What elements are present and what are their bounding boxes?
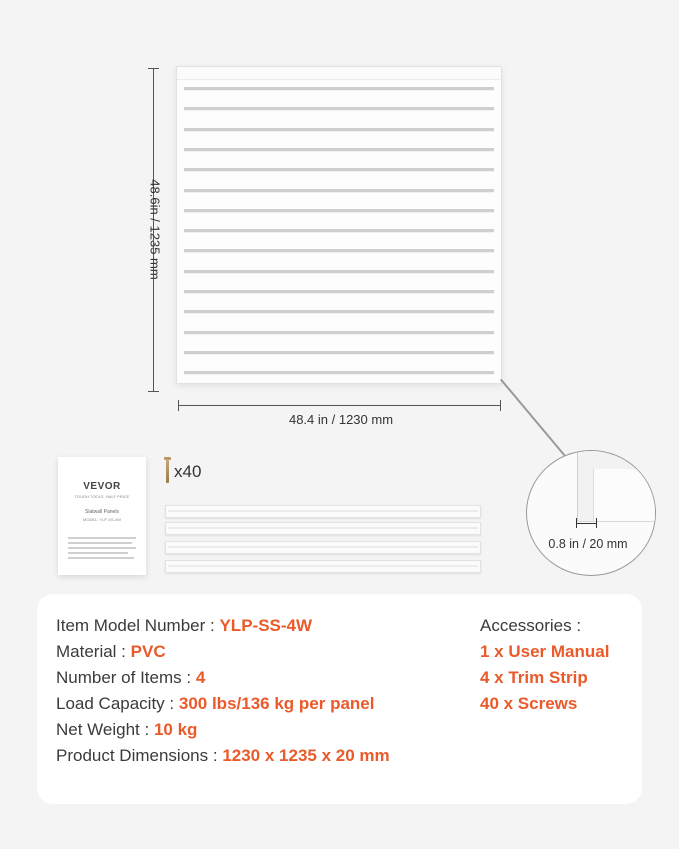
manual-brand-logo: VEVOR	[83, 481, 121, 492]
panel-slot-groove	[184, 107, 494, 111]
accessory-item: 1 x User Manual	[480, 642, 610, 661]
spec-value: 1230 x 1235 x 20 mm	[222, 746, 390, 765]
panel-slot-groove	[184, 310, 494, 314]
spec-label: Product Dimensions :	[56, 746, 218, 765]
panel-slot-groove	[184, 371, 494, 375]
height-dimension-cap-top	[148, 68, 159, 69]
width-dimension-line	[178, 405, 500, 406]
spec-value: PVC	[130, 642, 166, 661]
spec-label: Number of Items :	[56, 668, 192, 687]
trim-strip	[165, 505, 481, 518]
panel-slot-groove	[184, 128, 494, 132]
slatwall-panel-image	[176, 66, 502, 384]
spec-row-dimensions	[56, 746, 390, 766]
height-dimension-label: 48.6in / 1235 mm	[147, 179, 163, 280]
accessory-item: 40 x Screws	[480, 694, 578, 713]
panel-slot-groove	[184, 351, 494, 355]
panel-slot-groove	[184, 87, 494, 91]
spec-value: 4	[195, 668, 206, 687]
screw-quantity: x40	[174, 462, 202, 481]
accessories-title: Accessories :	[480, 616, 582, 635]
spec-value: 10 kg	[153, 720, 198, 739]
spec-label: Material :	[56, 642, 126, 661]
trim-strip	[165, 522, 481, 535]
thickness-detail-zoom	[526, 450, 656, 576]
thickness-label: 0.8 in / 20 mm	[548, 537, 628, 551]
panel-slot-groove	[184, 209, 494, 213]
panel-top-rail	[177, 67, 501, 80]
panel-slot-groove	[184, 168, 494, 172]
thickness-cap-right	[596, 518, 597, 528]
manual-text-line	[68, 557, 134, 559]
panel-edge-face	[593, 469, 656, 521]
panel-slot-groove	[184, 148, 494, 152]
width-dimension-label: 48.4 in / 1230 mm	[288, 412, 394, 427]
spec-label: Net Weight :	[56, 720, 150, 739]
manual-text-line	[68, 542, 132, 544]
spec-row-weight	[56, 720, 197, 740]
spec-label: Item Model Number :	[56, 616, 215, 635]
spec-value: YLP-SS-4W	[219, 616, 313, 635]
spec-row-model	[56, 616, 312, 636]
spec-row-items	[56, 668, 205, 688]
trim-strip	[165, 560, 481, 573]
thickness-cap-left	[576, 518, 577, 528]
zoom-leader-line	[500, 379, 565, 457]
panel-slot-groove	[184, 189, 494, 193]
manual-text-line	[68, 552, 128, 554]
accessory-item: 4 x Trim Strip	[480, 668, 588, 687]
panel-slot-groove	[184, 249, 494, 253]
width-dimension-cap-right	[500, 400, 501, 411]
manual-text-line	[68, 547, 136, 549]
trim-strip	[165, 541, 481, 554]
panel-slot-groove	[184, 270, 494, 274]
height-dimension-cap-bottom	[148, 391, 159, 392]
width-dimension-cap-left	[178, 400, 179, 411]
manual-text-line	[68, 537, 136, 539]
spec-card	[37, 594, 642, 804]
panel-slot-groove	[184, 331, 494, 335]
manual-title: Slatwall Panels	[85, 509, 119, 515]
spec-label: Load Capacity :	[56, 694, 175, 713]
manual-tagline: TOUGH TOOLS, HALF PRICE	[74, 494, 130, 499]
user-manual-image	[58, 457, 146, 575]
spec-value: 300 lbs/136 kg per panel	[178, 694, 375, 713]
panel-slot-groove	[184, 229, 494, 233]
spec-row-material	[56, 642, 166, 662]
spec-row-load	[56, 694, 374, 714]
thickness-dimension-line	[576, 523, 596, 524]
screw-icon	[166, 459, 169, 483]
panel-slot-groove	[184, 290, 494, 294]
manual-model: MODEL: YLP-SS-4W	[83, 517, 121, 522]
